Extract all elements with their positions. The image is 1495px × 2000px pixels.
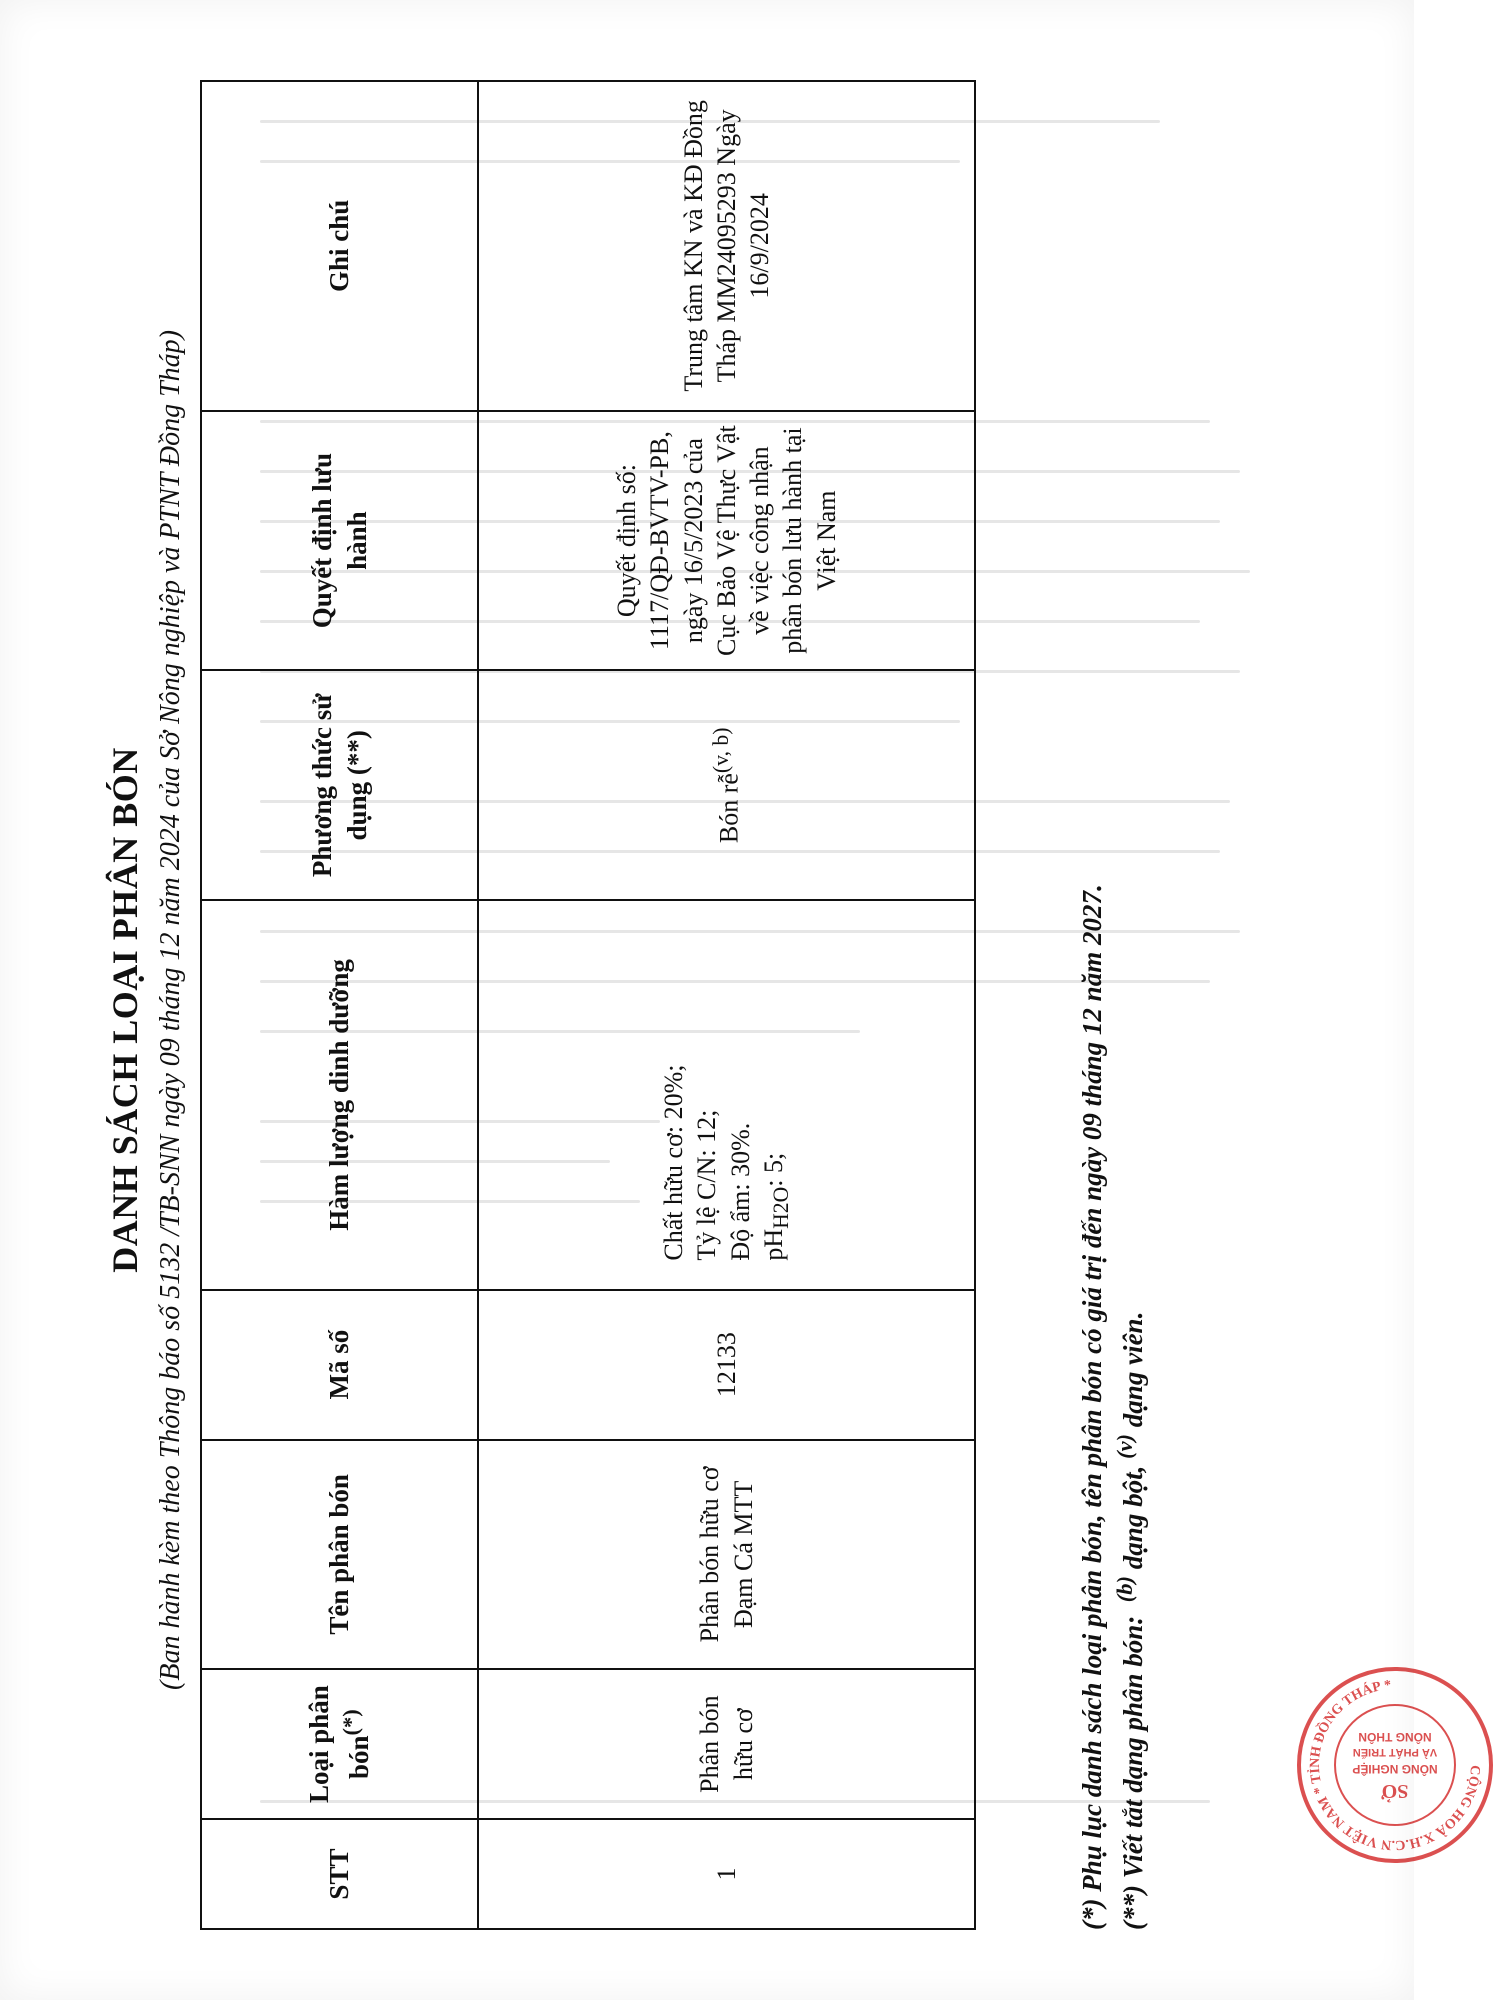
column-header-ghi-chu: Ghi chú [201, 81, 478, 411]
document-title: DANH SÁCH LOẠI PHÂN BÓN [105, 747, 145, 1273]
cell-phuong-thuc: Bón rễ$^{(v, b)}$ [478, 670, 975, 900]
svg-text:NÔNG THÔN: NÔNG THÔN [1358, 1730, 1432, 1744]
svg-text:SỞ: SỞ [1381, 1780, 1409, 1802]
nutrient-line: $pH_{H2O}$: 5; [758, 1152, 794, 1261]
cell-loai: Phân bón hữu cơ [478, 1669, 975, 1819]
column-header-loai: Loại phân bón(*) [201, 1669, 478, 1819]
column-header-ten: Tên phân bón [201, 1440, 478, 1670]
nutrient-line: Độ ẩm: 30%. [725, 1122, 755, 1261]
svg-text:VÀ PHÁT TRIỂN: VÀ PHÁT TRIỂN [1352, 1746, 1438, 1758]
cell-quyet-dinh: Quyết định số: 1117/QĐ-BVTV-PB, ngày 16/5/2023 của Cục Bảo Vệ Thực Vật về việc công nhận phân bón lưu hành tại Việt Nam [478, 411, 975, 671]
official-seal-stamp [1295, 1665, 1495, 1865]
cell-stt: 1 [478, 1819, 975, 1929]
footnote-validity: (*) Phụ lục danh sách loại phân bón, tên phân bón có giá trị đến ngày 09 tháng 12 năm 2027. [1077, 884, 1107, 1930]
fertilizer-table [200, 80, 976, 1930]
nutrient-line: Chất hữu cơ: 20%; [659, 1064, 689, 1261]
cell-ma-so: 12133 [478, 1290, 975, 1440]
rotated-document-page [60, 60, 1483, 1960]
cell-ghi-chu: Trung tâm KN và KĐ Đồng Tháp MM24095293 Ngày 16/9/2024 [478, 81, 975, 411]
table-row [478, 81, 975, 1929]
column-header-phuong-thuc: Phương thức sử dụng (**) [201, 670, 478, 900]
footnote-abbreviations: (**) Viết tắt dạng phân bón: $^{(b)}$ dạng bột, $^{(v)}$ dạng viên. [1112, 1311, 1149, 1930]
table-header-row [201, 81, 478, 1929]
column-header-ma-so: Mã số [201, 1290, 478, 1440]
cell-ten: Phân bón hữu cơ Đạm Cá MTT [478, 1440, 975, 1670]
nutrient-line: Tỷ lệ C/N: 12; [692, 1109, 722, 1261]
column-header-stt: STT [201, 1819, 478, 1929]
column-header-ham-luong: Hàm lượng dinh dưỡng [201, 900, 478, 1289]
document-subtitle: (Ban hành kèm theo Thông báo số 5132 /TB-SNN ngày 09 tháng 12 năm 2024 của Sở Nông nghiệp và PTNT Đồng Tháp) [155, 330, 186, 1690]
footnotes [1075, 884, 1151, 1930]
svg-text:NÔNG NGHIỆP: NÔNG NGHIỆP [1352, 1762, 1438, 1776]
cell-ham-luong [478, 900, 975, 1289]
column-header-quyet-dinh: Quyết định lưu hành [201, 411, 478, 671]
svg-text:CỘNG HOÀ X.H.C.N VIỆT NAM * TỈ: CỘNG HOÀ X.H.C.N VIỆT NAM * TỈNH ĐỒNG THÁP * [1307, 1678, 1483, 1853]
